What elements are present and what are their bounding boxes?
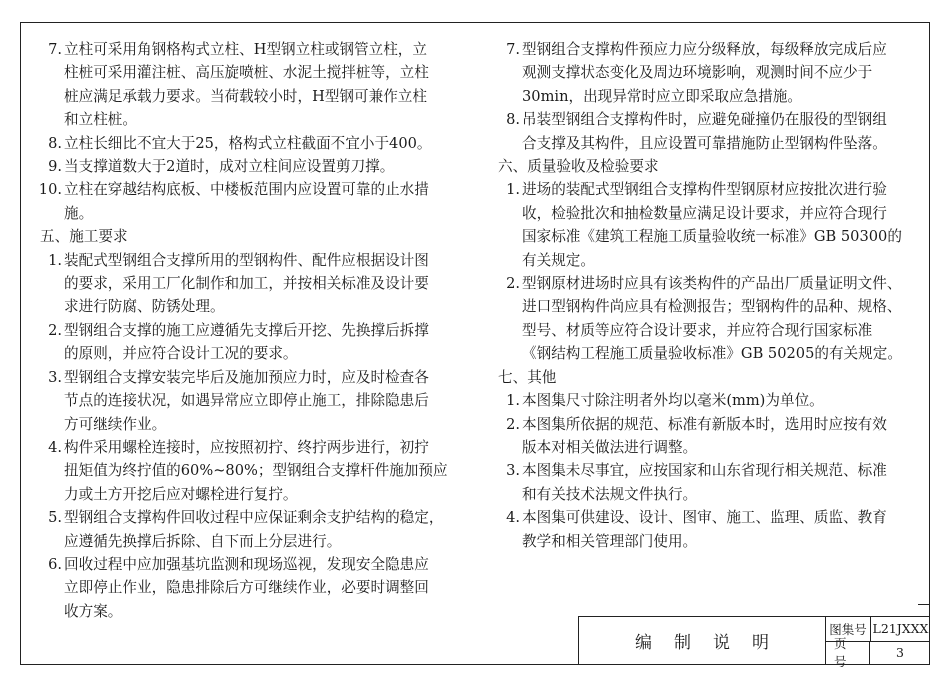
item-line: 应遵循先换撑后拆除、自下而上分层进行。 bbox=[64, 532, 342, 550]
item-line: 立即停止作业，隐患排除后方可继续作业，必要时调整回 bbox=[64, 579, 429, 597]
item-number: 3. bbox=[48, 368, 62, 386]
list-item bbox=[40, 132, 465, 155]
item-line: 本图集未尽事宜，应按国家和山东省现行相关规范、标准 bbox=[522, 462, 887, 480]
item-line: 本图集可供建设、设计、图审、施工、监理、质监、教育 bbox=[522, 509, 887, 527]
item-line: 型号、材质等应符合设计要求，并应符合现行国家标准 bbox=[522, 321, 873, 339]
item-line: 型钢组合支撑安装完毕后及施加预应力时，应及时检查各 bbox=[64, 368, 429, 386]
item-line: 立柱可采用角钢格构式立柱、H型钢立柱或钢管立柱，立 bbox=[64, 41, 427, 58]
item-line: 进口型钢构件尚应具有检测报告；型钢构件的品种、规格、 bbox=[522, 298, 902, 316]
item-number: 4. bbox=[48, 438, 62, 456]
item-line: 当支撑道数大于2道时，成对立柱间应设置剪刀撑。 bbox=[64, 158, 395, 176]
item-line: 桩应满足承载力要求。当荷载较小时，H型钢可兼作立柱 bbox=[64, 87, 427, 105]
item-line: 的原则，并应符合设计工况的要求。 bbox=[64, 345, 298, 363]
item-line: 合支撑及其构件，且应设置可靠措施防止型钢构件坠落。 bbox=[522, 134, 887, 152]
item-line: 收方案。 bbox=[64, 602, 123, 620]
list-item bbox=[498, 272, 913, 366]
item-number: 2. bbox=[506, 275, 520, 293]
item-line: 吊装型钢组合支撑构件时，应避免碰撞仍在服役的型钢组 bbox=[522, 111, 887, 129]
item-line: 型钢组合支撑构件预应力应分级释放，每级释放完成后应 bbox=[522, 41, 887, 58]
list-item bbox=[498, 38, 913, 108]
item-line: 型钢原材进场时应具有该类构件的产品出厂质量证明文件、 bbox=[522, 275, 902, 293]
item-line: 有关规定。 bbox=[522, 251, 595, 269]
item-line: 和立柱桩。 bbox=[64, 111, 137, 129]
list-item bbox=[40, 319, 465, 366]
item-line: 30min，出现异常时应立即采取应急措施。 bbox=[522, 87, 802, 105]
page-number-value: 3 bbox=[896, 644, 904, 660]
item-number: 1. bbox=[48, 251, 62, 269]
section-6-items bbox=[498, 178, 913, 365]
item-number: 10. bbox=[38, 181, 62, 199]
item-number: 8. bbox=[506, 111, 520, 129]
item-number: 2. bbox=[506, 415, 520, 433]
list-item bbox=[40, 436, 465, 506]
section-6-heading: 六、质量验收及检验要求 bbox=[498, 158, 659, 176]
list-item bbox=[40, 553, 465, 623]
item-line: 的要求，采用工厂化制作和加工，并按相关标准及设计要 bbox=[64, 275, 429, 293]
item-number: 1. bbox=[506, 392, 520, 410]
item-number: 7. bbox=[48, 41, 62, 58]
list-item bbox=[40, 249, 465, 319]
item-line: 观测支撑状态变化及周边环境影响，观测时间不应少于 bbox=[522, 64, 873, 82]
section-5-items bbox=[40, 249, 465, 624]
item-line: 力或土方开挖后应对螺栓进行复拧。 bbox=[64, 485, 298, 503]
item-line: 和有关技术法规文件执行。 bbox=[522, 485, 698, 503]
section-5-heading: 五、施工要求 bbox=[40, 228, 128, 246]
item-line: 进场的装配式型钢组合支撑构件型钢原材应按批次进行验 bbox=[522, 181, 887, 199]
list-item bbox=[498, 413, 913, 460]
section-7-heading: 七、其他 bbox=[498, 368, 557, 386]
item-number: 6. bbox=[48, 555, 62, 573]
list-item bbox=[40, 506, 465, 553]
item-line: 方可继续作业。 bbox=[64, 415, 167, 433]
item-line: 柱桩可采用灌注桩、高压旋喷桩、水泥土搅拌桩等，立柱 bbox=[64, 64, 429, 82]
item-line: 施。 bbox=[64, 204, 94, 222]
item-line: 构件采用螺栓连接时，应按照初拧、终拧两步进行，初拧 bbox=[64, 438, 429, 456]
item-line: 装配式型钢组合支撑所用的型钢构件、配件应根据设计图 bbox=[64, 251, 429, 269]
item-number: 2. bbox=[48, 321, 62, 339]
title-block-grid bbox=[825, 617, 930, 670]
item-line: 求进行防腐、防锈处理。 bbox=[64, 298, 225, 316]
list-item bbox=[40, 178, 465, 225]
section-7-items bbox=[498, 389, 913, 553]
item-number: 1. bbox=[506, 181, 520, 199]
item-line: 节点的连接状况，如遇异常应立即停止施工，排除隐患后 bbox=[64, 392, 429, 410]
item-line: 国家标准《建筑工程施工质量验收统一标准》GB 50300的 bbox=[522, 228, 902, 246]
item-line: 回收过程中应加强基坑监测和现场巡视，发现安全隐患应 bbox=[64, 555, 429, 573]
list-item bbox=[498, 459, 913, 506]
item-line: 型钢组合支撑构件回收过程中应保证剩余支护结构的稳定， bbox=[64, 509, 444, 527]
left-items bbox=[40, 38, 465, 225]
item-line: 本图集所依据的规范、标准有新版本时，选用时应按有效 bbox=[522, 415, 887, 433]
item-number: 9. bbox=[48, 158, 62, 176]
item-line: 教学和相关管理部门使用。 bbox=[522, 532, 698, 550]
item-number: 5. bbox=[48, 509, 62, 527]
atlas-number-label: 图集号 bbox=[826, 617, 871, 641]
title-block bbox=[578, 616, 930, 670]
item-number: 8. bbox=[48, 134, 62, 152]
item-line: 本图集尺寸除注明者外均以毫米(mm)为单位。 bbox=[522, 392, 824, 410]
list-item bbox=[40, 366, 465, 436]
list-item bbox=[498, 389, 913, 412]
item-line: 型钢组合支撑的施工应遵循先支撑后开挖、先换撑后拆撑 bbox=[64, 321, 429, 339]
item-line: 《钢结构工程施工质量验收标准》GB 50205的有关规定。 bbox=[522, 345, 902, 363]
right-items bbox=[498, 38, 913, 155]
item-number: 4. bbox=[506, 509, 520, 527]
frame-tick-mark bbox=[918, 604, 930, 605]
item-number: 3. bbox=[506, 462, 520, 480]
list-item bbox=[498, 108, 913, 155]
page-number-row bbox=[826, 636, 930, 670]
sheet-title: 编制说明 bbox=[635, 633, 791, 653]
atlas-number-value: L21JXXX bbox=[872, 621, 929, 637]
list-item bbox=[40, 38, 465, 132]
item-number: 7. bbox=[506, 41, 520, 58]
item-line: 收，检验批次和抽检数量应满足设计要求，并应符合现行 bbox=[522, 204, 887, 222]
right-column bbox=[498, 38, 913, 553]
item-line: 立柱在穿越结构底板、中楼板范围内应设置可靠的止水措 bbox=[64, 181, 429, 199]
item-line: 版本对相关做法进行调整。 bbox=[522, 438, 698, 456]
item-line: 立柱长细比不宜大于25，格构式立柱截面不宜小于400。 bbox=[64, 134, 432, 152]
page-number-label: 页号 bbox=[826, 641, 870, 665]
item-line: 扭矩值为终拧值的60%~80%；型钢组合支撑杆件施加预应 bbox=[64, 462, 448, 480]
list-item bbox=[40, 155, 465, 178]
list-item bbox=[498, 178, 913, 272]
left-column bbox=[40, 38, 465, 623]
list-item bbox=[498, 506, 913, 553]
